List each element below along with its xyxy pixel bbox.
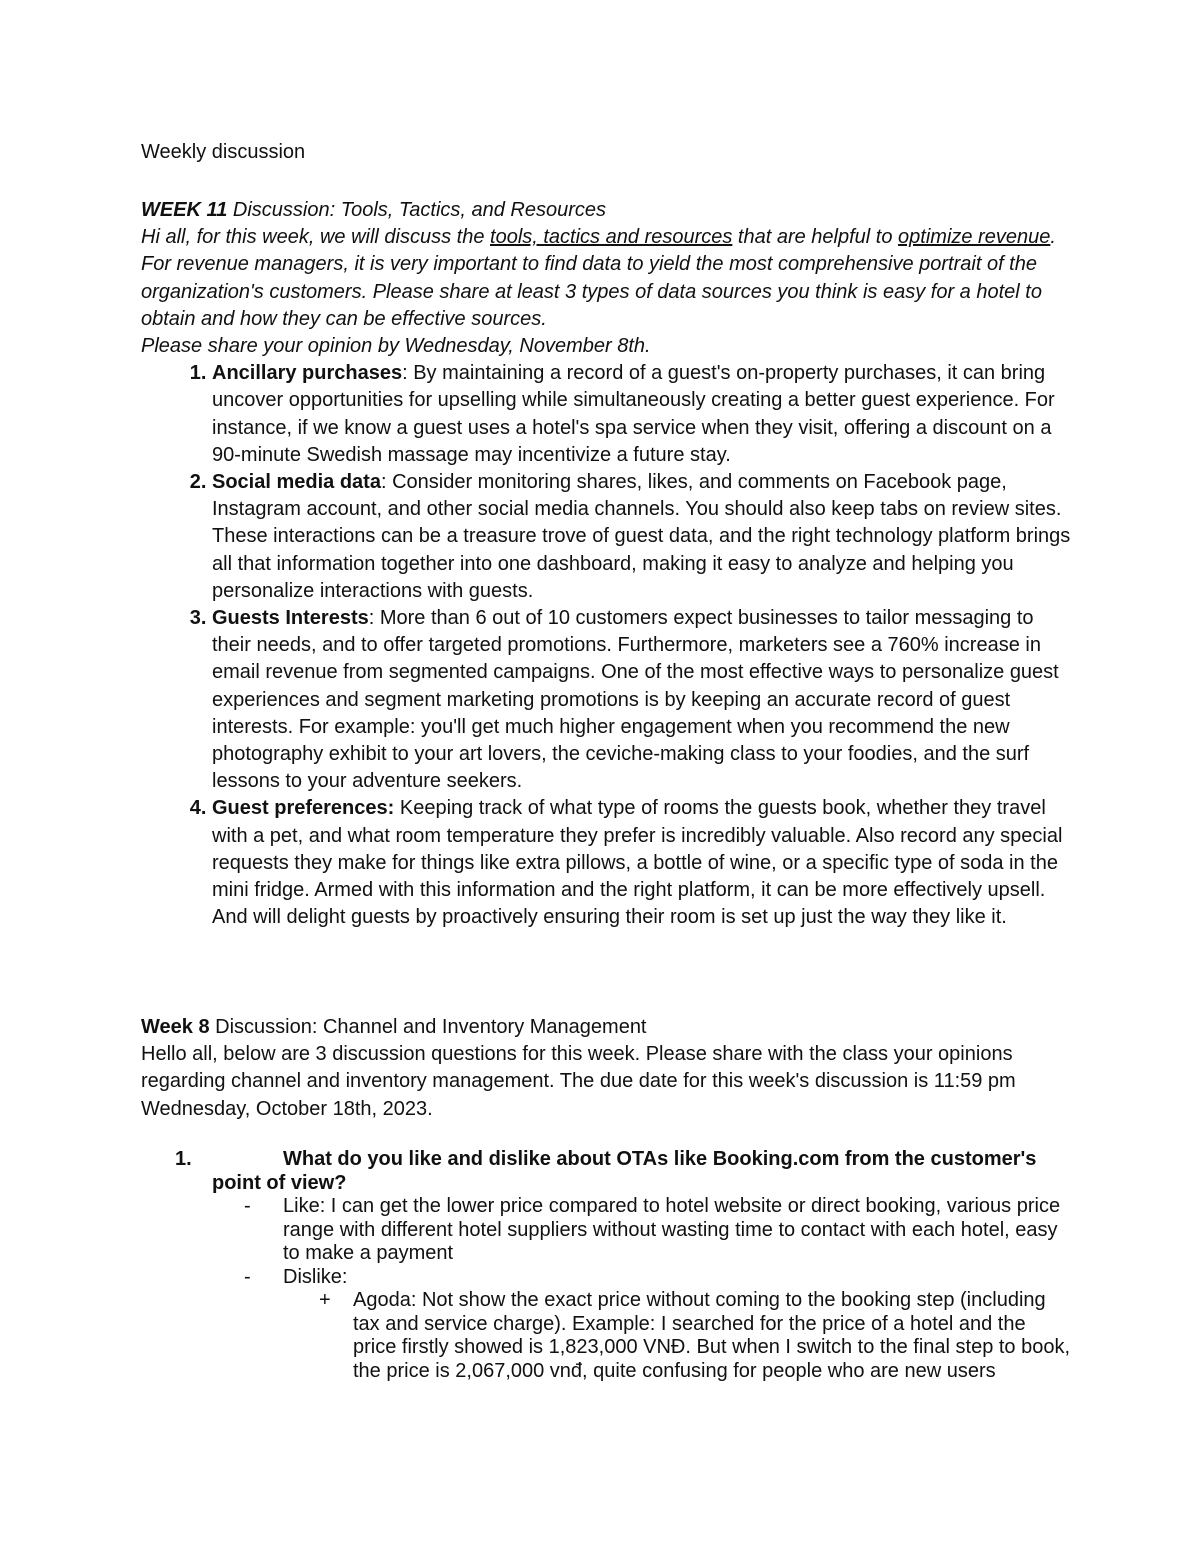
list-item-title: Ancillary purchases xyxy=(212,362,403,385)
dash-bullet: - xyxy=(244,1265,251,1288)
like-text: Like: I can get the lower price compared to hotel website or direct booking, various price range with different hotel suppliers without wasting time to contact with each hotel, easy to make a payment xyxy=(283,1195,1061,1264)
list-item-title: Guest preferences: xyxy=(212,797,395,820)
week8-intro: Hello all, below are 3 discussion questions for this week. Please share with the class your opinions regarding channel and inventory management. The due date for this week's discussion is 11:59 pm Wednesday, October 18th, 2023. xyxy=(141,1043,1016,1120)
like-item xyxy=(244,1195,1071,1266)
dislike-text: Dislike: xyxy=(283,1265,348,1288)
underline-optimize-revenue: optimize revenue xyxy=(898,226,1051,249)
agoda-item xyxy=(319,1289,1071,1383)
list-item xyxy=(212,605,1071,795)
list-item-text: More than 6 out of 10 customers expect businesses to tailor messaging to their needs, and to offer targeted promotions. Furthermore, marketers see a 760% increase in email revenue from segmented campaigns. One of the most effective ways to personalize guest experiences and segment marketing promotions is by keeping an accurate record of guest interests. For example: you'll get much higher engagement when you recommend the new photography exhibit to your art lovers, the ceviche-making class to your foodies, and the surf lessons to your adventure seekers. xyxy=(212,607,1059,793)
plus-bullet: + xyxy=(319,1289,331,1311)
week11-section xyxy=(141,197,1071,931)
list-item-sep: : xyxy=(380,471,387,494)
underline-tools-tactics: tools, tactics and resources xyxy=(490,226,733,249)
dislike-item xyxy=(244,1265,1071,1290)
dash-bullet: - xyxy=(244,1195,251,1217)
week8-section xyxy=(141,1014,1071,1123)
list-item-text: Keeping track of what type of rooms the guests book, whether they travel with a pet, and what room temperature they prefer is incredibly valuable. Also record any special requests they make for things like extra pillows, a bottle of wine, or a specific type of soda in the mini fridge. Armed with this information and the right platform, it can be more effectively upsell. And will delight guests by proactively ensuring their room is set up just the way they like it. xyxy=(212,797,1063,929)
list-item-sep: : xyxy=(368,607,375,630)
week8-heading xyxy=(141,1014,1071,1041)
week11-heading-text: Discussion: Tools, Tactics, and Resources xyxy=(227,199,607,221)
list-item-text: By maintaining a record of a guest's on-property purchases, it can bring uncover opportunities for upselling while simultaneously creating a better guest experience. For instance, if we know a guest uses a hotel's spa service when they visit, offering a discount on a 90-minute Swedish massage may incentivize a future stay. xyxy=(212,362,1055,466)
week11-intro-part: Hi all, for this week, we will discuss the xyxy=(141,226,491,249)
list-item-title: Guests Interests xyxy=(212,607,369,630)
week8-heading-text: Discussion: Channel and Inventory Management xyxy=(209,1016,647,1038)
document-title: Weekly discussion xyxy=(141,141,306,163)
week11-intro-part: . For revenue managers, it is very important to find data to yield the most comprehensive portrait of the organization's customers. Please share at least 3 types of data sources you think is easy for a hotel to obtain and how they can be effective sources. xyxy=(141,226,1056,330)
list-item xyxy=(212,360,1071,469)
data-sources-list xyxy=(141,360,1071,931)
week8-heading-bold: Week 8 xyxy=(141,1016,210,1038)
week11-heading-bold: WEEK 11 xyxy=(141,199,228,221)
week11-heading xyxy=(141,197,1071,224)
list-item-sep: : xyxy=(402,362,408,385)
list-item xyxy=(212,469,1071,605)
week11-deadline: Please share your opinion by Wednesday, November 8th. xyxy=(141,335,651,358)
list-item xyxy=(212,795,1071,931)
list-item-text: Consider monitoring shares, likes, and comments on Facebook page, Instagram account, and other social media channels. You should also keep tabs on review sites. These interactions can be a treasure trove of guest data, and the right technology platform brings all that information together into one dashboard, making it easy to analyze and helping you personalize interactions with guests. xyxy=(212,471,1071,602)
week11-intro-part: that are helpful to xyxy=(732,226,899,249)
question-1 xyxy=(141,1148,1071,1383)
week11-intro xyxy=(141,224,1071,333)
agoda-text: Agoda: Not show the exact price without coming to the booking step (including tax and service charge). Example: I searched for the price of a hotel and the price firstly showed is 1,823,000 VNĐ. But when I switch to the final step to book, the price is 2,067,000 vnđ, quite confusing for people who are new users xyxy=(353,1289,1071,1382)
list-item-title: Social media data xyxy=(212,471,381,494)
question-text: What do you like and dislike about OTAs like Booking.com from the customer's point of view? xyxy=(212,1148,1037,1194)
question-number: 1. xyxy=(175,1148,192,1170)
